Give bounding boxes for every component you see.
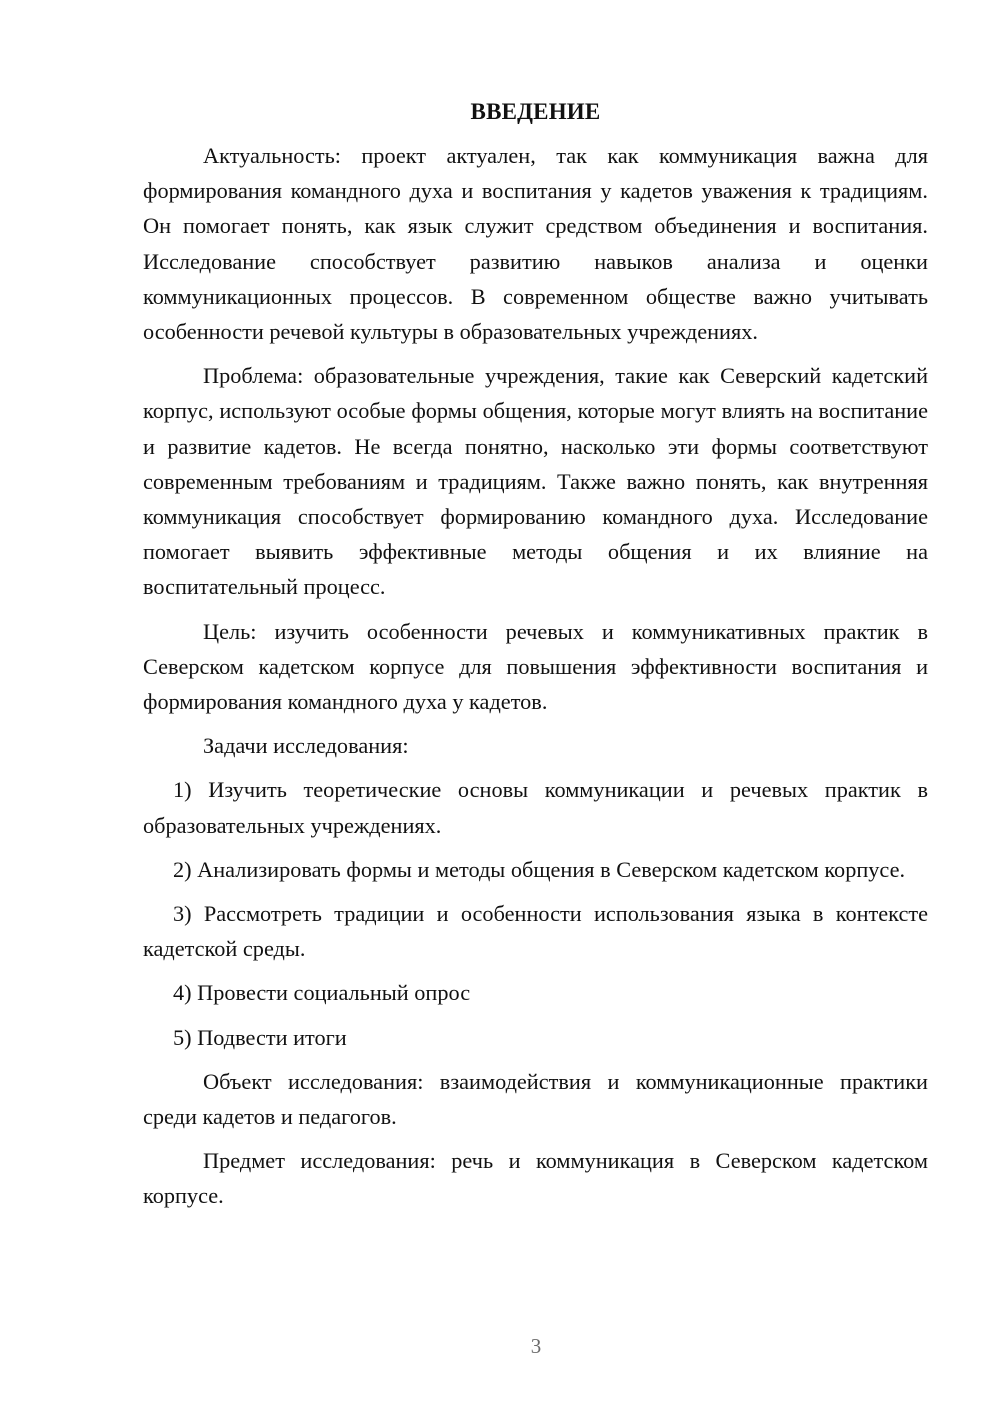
paragraph-relevance: Актуальность: проект актуален, так как коммуникация важна для формирования командного духа и воспитания у кадетов уважения к традициям. Он помогает понять, как язык служит средством объединения и воспитания. Исследование способствует развитию навыков анализа и оценки коммуникационных процессов. В современном обществе важно учитывать особенности речевой культуры в образовательных учреждениях. <box>143 143 928 345</box>
paragraph-goal: Цель: изучить особенности речевых и коммуникативных практик в Северском кадетском корпусе для повышения эффективности воспитания и формирования командного духа у кадетов. <box>143 618 928 715</box>
page-number: 3 <box>530 1334 542 1358</box>
task-item-4: 4) Провести социальный опрос <box>173 980 471 1006</box>
task-item-3: 3) Рассмотреть традиции и особенности использования языка в контексте кадетской среды. <box>143 901 928 962</box>
section-heading: ВВЕДЕНИЕ <box>470 99 601 124</box>
paragraph-object: Объект исследования: взаимодействия и коммуникационные практики среди кадетов и педагогов. <box>143 1068 928 1130</box>
paragraph-subject: Предмет исследования: речь и коммуникация в Северском кадетском корпусе. <box>143 1148 928 1209</box>
task-item-2: 2) Анализировать формы и методы общения в Северском кадетском корпусе. <box>173 856 906 882</box>
task-item-1: 1) Изучить теоретические основы коммуникации и речевых практик в образовательных учреждениях. <box>143 777 928 838</box>
paragraph-problem: Проблема: образовательные учреждения, такие как Северский кадетский корпус, используют особые формы общения, которые могут влиять на воспитание и развитие кадетов. Не всегда понятно, насколько эти формы соответствуют современным требованиям и традициям. Также важно понять, как внутренняя коммуникация способствует формированию командного духа. Исследование помогает выявить эффективные методы общения и их влияние на воспитательный процесс. <box>143 363 928 600</box>
document-page <box>143 94 928 1214</box>
paragraph-tasks-title: Задачи исследования: <box>203 733 409 759</box>
task-item-5: 5) Подвести итоги <box>173 1024 347 1050</box>
